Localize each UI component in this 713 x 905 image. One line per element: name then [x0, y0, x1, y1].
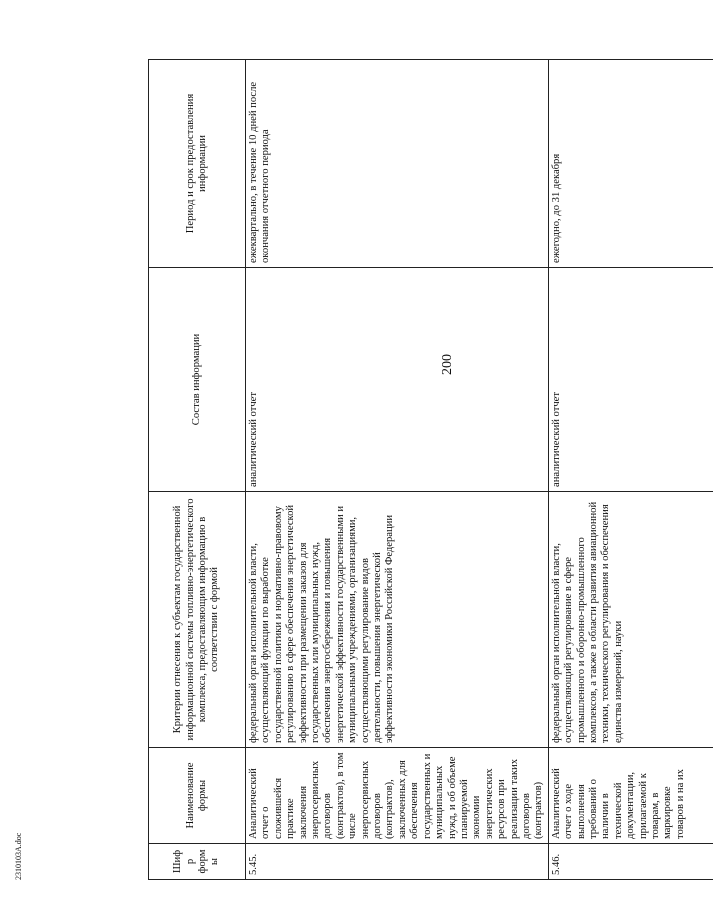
forms-table: [148, 59, 713, 880]
header-period: Период и срок предоставления информации: [149, 60, 246, 268]
table-header-row: [149, 60, 246, 880]
table-row: [246, 60, 549, 880]
header-form-name: Наименование формы: [149, 748, 246, 844]
row-form-name: Аналитический отчет о сложившейся практике заключения энергосервисных договоров (контрактов), в том числе энергосервисных договоров (контрактов), заключенных для обеспечения государственных и муниципальных нужд, и об объеме планируемой экономии энергетических ресурсов при реализации таких договоров (контрактов): [246, 748, 549, 844]
page-number: 200: [440, 354, 455, 375]
row-period: ежеквартально, в течение 10 дней после окончания отчетного периода: [246, 60, 549, 268]
header-criteria: Критерии отнесения к субъектам государственной информационной системы топливно-энергетического комплекса, предоставляющим информацию в соответствии с формой: [149, 492, 246, 748]
row-form-name: Аналитический отчет о ходе выполнения требований о наличии в технической документации, прилагаемой к товарам, в маркировке товаров и на их: [548, 748, 713, 844]
header-content: Состав информации: [149, 268, 246, 492]
row-content: аналитический отчет: [548, 268, 713, 492]
rotated-table-container: [148, 60, 686, 880]
row-code: 5.45.: [246, 844, 549, 880]
table-row: [548, 60, 713, 880]
row-content: аналитический отчет: [246, 268, 549, 492]
header-code: Шифр формы: [149, 844, 246, 880]
row-criteria: федеральный орган исполнительной власти, осуществляющий регулирование в сфере промышленного и оборонно-промышленного комплексов, а также в области развития авиационной техники, технического регулирования и обеспечения единства измерений, науки: [548, 492, 713, 748]
row-criteria: федеральный орган исполнительной власти, осуществляющий функции по выработке государственной политики и нормативно-правовому регулированию в сфере обеспечения энергетической эффективности при размещении заказов для государственных или муниципальных нужд, обеспечения энергосбережения и повышения энергетической эффективности государственными и муниципальными учреждениями, организациями, осуществляющими регулирование видов деятельности, повышения энергетической эффективности экономики Российской Федерации: [246, 492, 549, 748]
row-period: ежегодно, до 31 декабря: [548, 60, 713, 268]
footer-document-code: 2310103A.doc: [14, 832, 23, 880]
row-code: 5.46.: [548, 844, 713, 880]
